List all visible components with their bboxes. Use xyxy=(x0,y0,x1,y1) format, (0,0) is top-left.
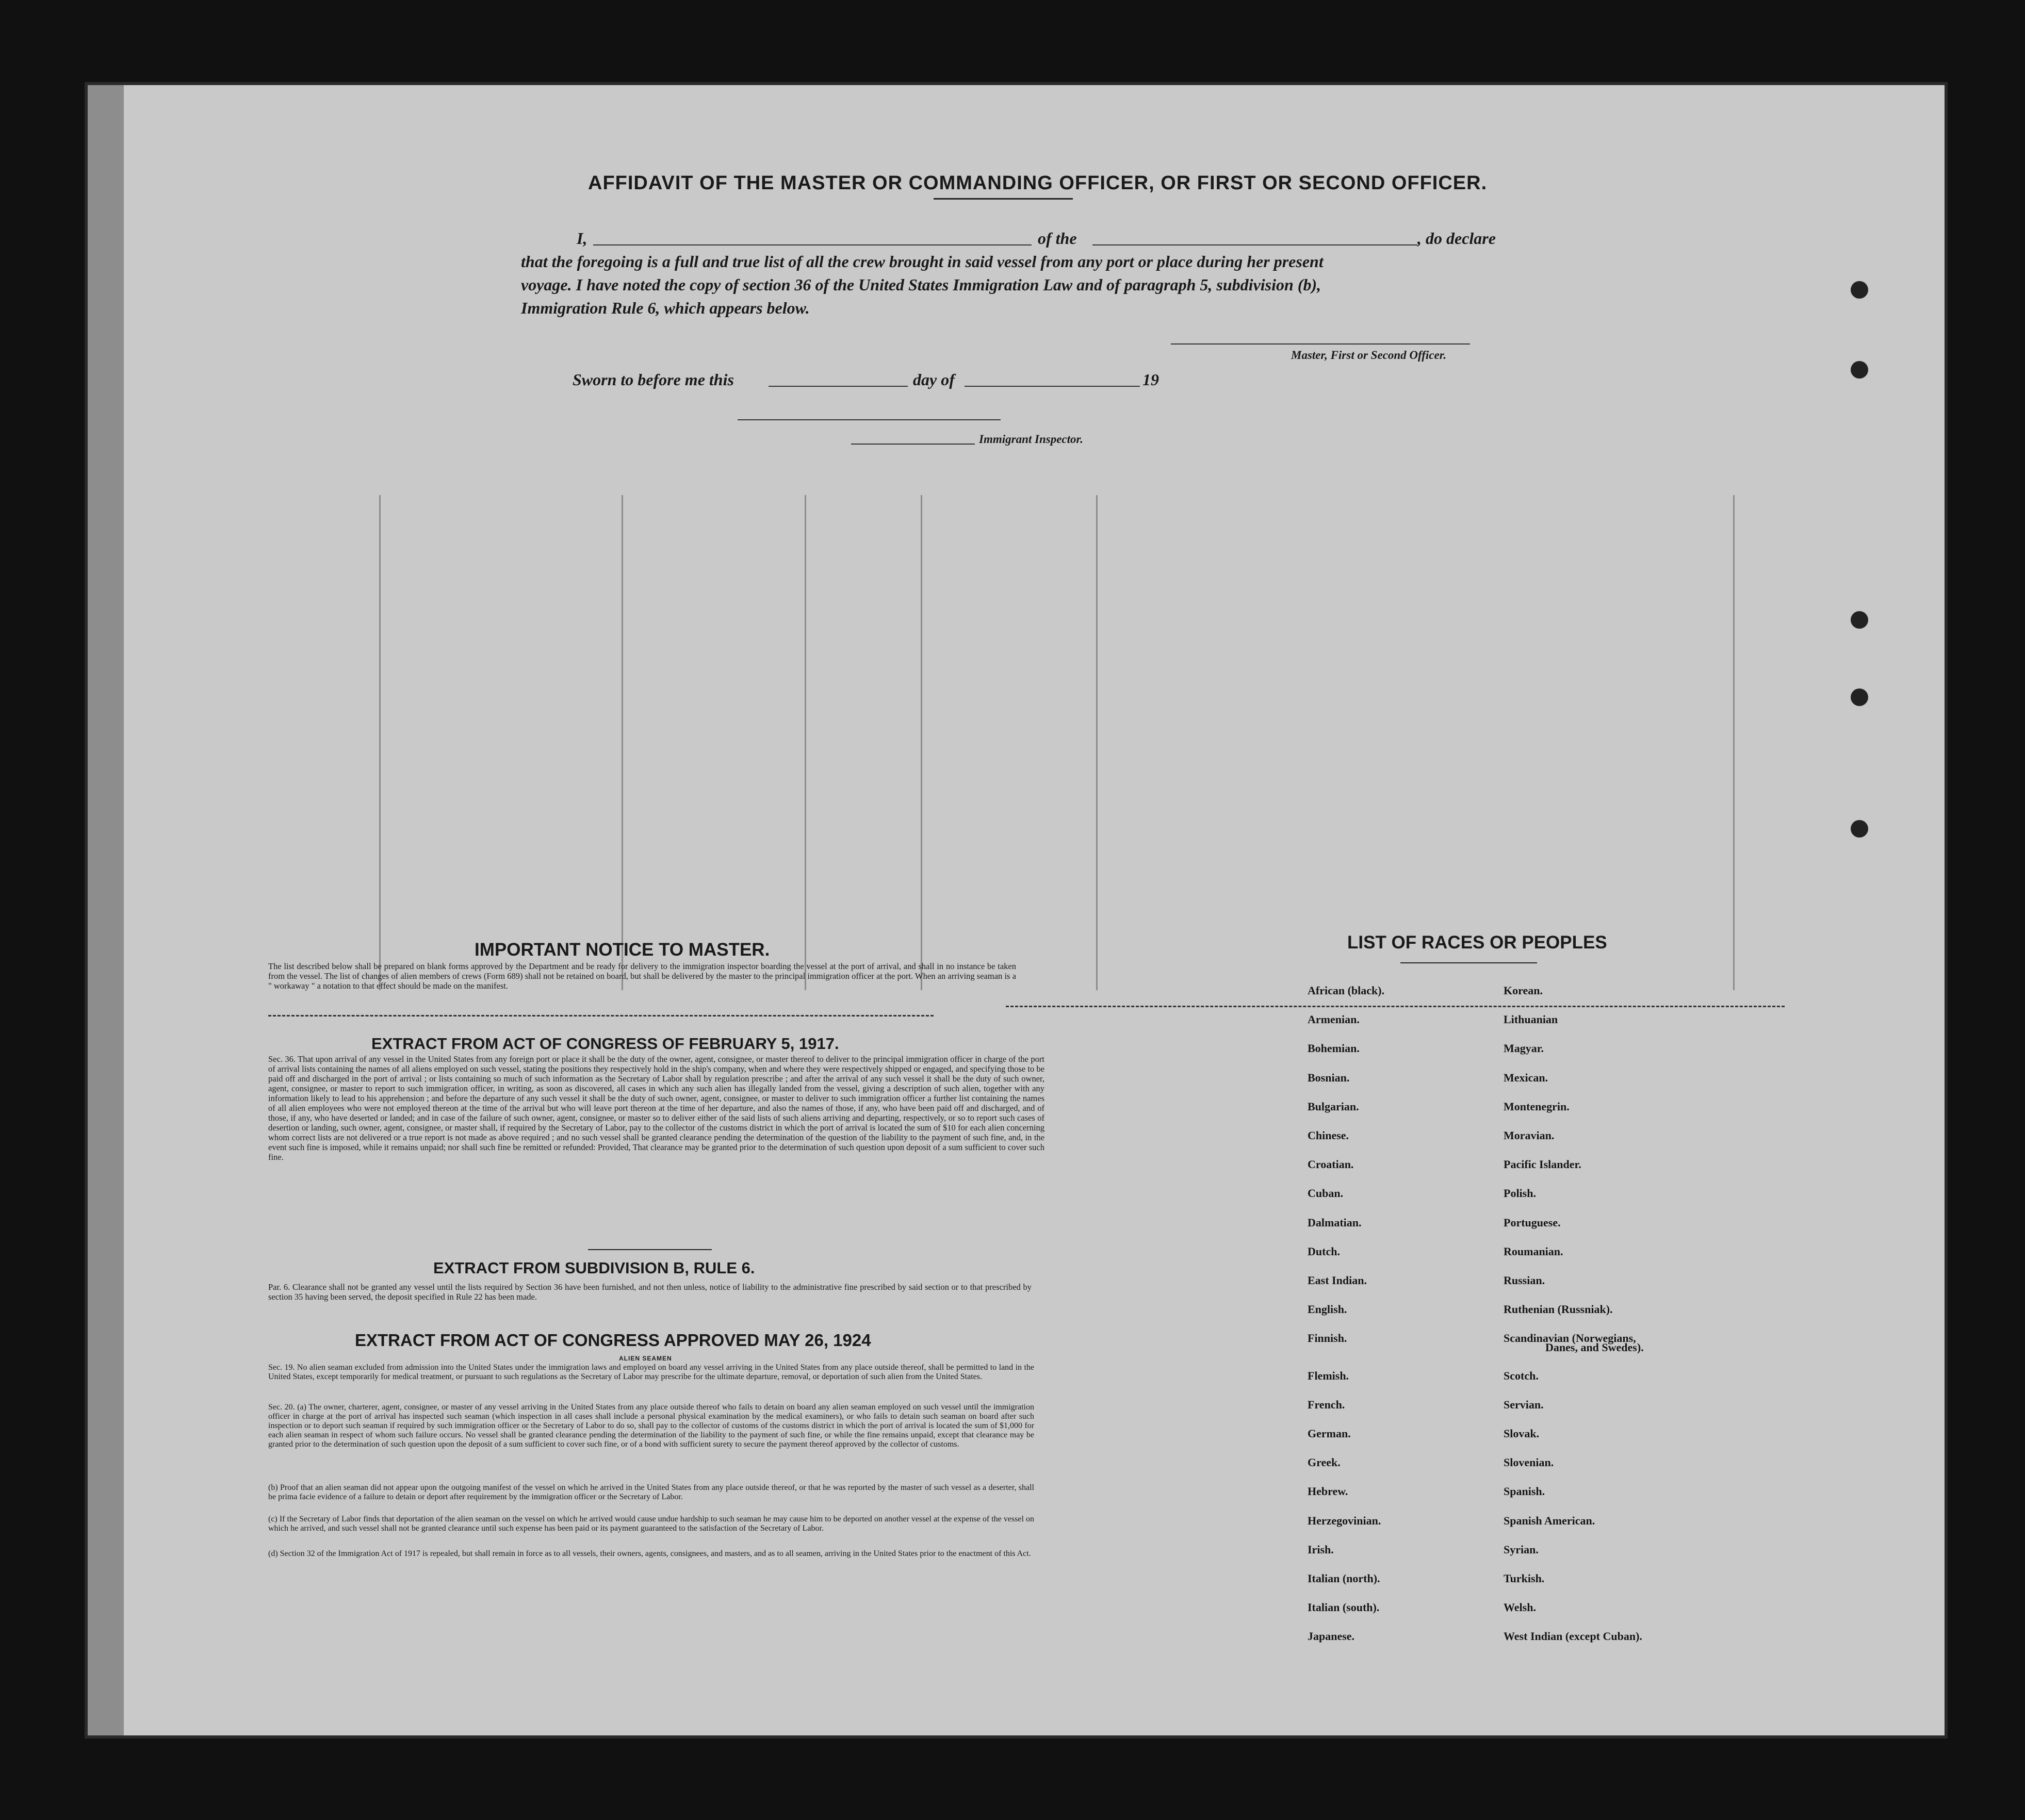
binding-hole xyxy=(1851,820,1868,838)
master-signature-line[interactable] xyxy=(1171,343,1470,345)
sheet-edge-shadow xyxy=(88,85,124,1735)
race-item: Mexican. xyxy=(1504,1071,1548,1084)
race-item: Hebrew. xyxy=(1308,1485,1348,1498)
race-item: Scotch. xyxy=(1504,1369,1539,1382)
notice-title: IMPORTANT NOTICE TO MASTER. xyxy=(475,940,770,960)
inspector-caption: Immigrant Inspector. xyxy=(979,433,1083,446)
race-item: German. xyxy=(1308,1427,1351,1440)
race-item: Italian (south). xyxy=(1308,1601,1380,1614)
race-item: Armenian. xyxy=(1308,1013,1360,1026)
race-item: Spanish American. xyxy=(1504,1514,1595,1527)
race-item: Slovenian. xyxy=(1504,1456,1554,1469)
year-label: 19 xyxy=(1142,370,1159,389)
bleed-through-line xyxy=(1733,495,1735,990)
bleed-through-line xyxy=(622,495,623,990)
race-item: West Indian (except Cuban). xyxy=(1504,1630,1642,1643)
act-1924-para-4: (c) If the Secretary of Labor finds that deportation of the alien seaman on the vessel on which he arrived would cause undue hardship to such seaman he may cause him to be deported on another vessel at the expense of the vessel on which he arrived, and such vessel shall not be granted clearance until such expense has been paid or its payment guaranteed to the satisfaction of the Secretary of Labor. xyxy=(268,1515,1034,1533)
bleed-through-line xyxy=(805,495,806,990)
section-divider xyxy=(1006,1006,1785,1007)
race-item: Slovak. xyxy=(1504,1427,1540,1440)
race-item: Bulgarian. xyxy=(1308,1100,1359,1113)
race-item: Herzegovinian. xyxy=(1308,1514,1381,1527)
race-item: Dutch. xyxy=(1308,1244,1340,1258)
binding-hole xyxy=(1851,688,1868,706)
affidavit-i-label: I, xyxy=(577,229,587,248)
race-item: Pacific Islander. xyxy=(1504,1158,1581,1171)
act-1917-title: EXTRACT FROM ACT OF CONGRESS OF FEBRUARY 5, 1917. xyxy=(371,1035,839,1053)
act-1924-para-1: Sec. 19. No alien seaman excluded from admission into the United States under the immigration laws and employed on board any vessel arriving in the United States from any place outside thereof, shall be permitted to land in the United States, except temporarily for medical treatment, or pursuant to such regulations as the Secretary of Labor may prescribe for the ultimate departure, removal, or deportation of such alien from the United States. xyxy=(268,1363,1034,1381)
sworn-day-blank[interactable] xyxy=(769,386,908,387)
divider xyxy=(1400,962,1537,963)
bleed-through-line xyxy=(379,495,381,990)
name-blank[interactable] xyxy=(593,244,1032,245)
race-item: Bohemian. xyxy=(1308,1042,1360,1055)
race-item: Moravian. xyxy=(1504,1129,1555,1142)
act-1917-body: Sec. 36. That upon arrival of any vessel in the United States from any foreign port or place it shall be the duty of the owner, agent, consignee, or master thereof to deliver to the principal immigration officer in charge of the port of arrival lists containing the names of all aliens employed on such vessel, stating the positions they respectively hold in the ship's company, when and where they were respectively shipped or engaged, and specifying those to be paid off and discharged in the port of arrival ; or lists containing so much of such information as the Secretary of Labor shall by regulation prescribe ; and after the arrival of any such vessel it shall be the duty of such owner, agent, consignee, or master to report to such immigration officer, in writing, as soon as discovered, all cases in which any such alien has illegally landed from the vessel, giving a description of such alien, together with any information likely to lead to his apprehension ; and before the departure of any such vessel it shall be the duty of such owner, agent, consignee, or master to deliver to such immigration officer a further list containing the names of all alien employees who were not employed thereon at the time of the arrival but who will leave port thereon at the time of her departure, and also the names of those, if any, who have been paid off and discharged, and of those, if any, who have deserted or landed; and in case of the failure of such owner, agent, consignee, or master so to deliver either of the said lists of such aliens arriving and departing, respectively, or so to report such cases of desertion or landing, such owner, agent, consignee, or master shall, if required by the Secretary of Labor, pay to the collector of the customs district in which the port of arrival is located the sum of $10 for each alien concerning whom correct lists are not delivered or a true report is not made as above required ; and no such vessel shall be granted clearance pending the determination of the question of the liability to the payment of such fine, and, in the event such fine is imposed, while it remains unpaid; nor shall such fine be remitted or refunded: Provided, That clearance may be granted prior to the determination of such question upon deposit of a sum sufficient to cover such fine. xyxy=(268,1054,1044,1162)
race-item: Magyar. xyxy=(1504,1042,1544,1055)
race-item: Cuban. xyxy=(1308,1187,1344,1200)
inspector-signature-line-2[interactable] xyxy=(851,444,975,445)
affidavit-line2: that the foregoing is a full and true list of all the crew brought in said vessel from any port or place during her present xyxy=(521,252,1324,271)
race-item: Montenegrin. xyxy=(1504,1100,1570,1113)
day-of-label: day of xyxy=(913,370,955,389)
master-signature-caption: Master, First or Second Officer. xyxy=(1291,349,1447,362)
race-item: Irish. xyxy=(1308,1543,1334,1556)
inspector-signature-line[interactable] xyxy=(738,419,1001,420)
race-item: Bosnian. xyxy=(1308,1071,1350,1084)
race-item: Roumanian. xyxy=(1504,1244,1563,1258)
affidavit-of-the-label: of the xyxy=(1038,229,1077,248)
race-item: Servian. xyxy=(1504,1398,1544,1411)
act-1924-subtitle: ALIEN SEAMEN xyxy=(619,1355,672,1362)
sworn-month-blank[interactable] xyxy=(965,386,1140,387)
race-item: East Indian. xyxy=(1308,1274,1367,1287)
race-item: French. xyxy=(1308,1398,1345,1411)
act-1924-para-2: Sec. 20. (a) The owner, charterer, agent, consignee, or master of any vessel arriving in the United States from any place outside thereof who fails to detain on board any alien seaman employed on such vessel until the immigration officer in charge at the port of arrival has inspected such seaman (which inspection in all cases shall include a personal physical examination by the medical examiners), or who fails to detain such seaman on board after such inspection or to deport such seaman if required by such immigration officer or the Secretary of Labor to do so, shall pay to the collector of customs of the customs district in which the port of arrival is located the sum of $1,000 for each alien seaman in respect of whom such failure occurs. No vessel shall be granted clearance pending the determination of the liability to the payment of such fine, or while the fine remains unpaid, except that clearance may be granted prior to the determination of such question upon the deposit of a sum sufficient to cover such fine, or of a bond with sufficient surety to secure the payment thereof approved by the collector of customs. xyxy=(268,1403,1034,1449)
sworn-label: Sworn to before me this xyxy=(573,370,734,389)
race-item: Ruthenian (Russniak). xyxy=(1504,1303,1613,1316)
races-title: LIST OF RACES OR PEOPLES xyxy=(1347,932,1607,953)
race-item: English. xyxy=(1308,1303,1347,1316)
bleed-through-line xyxy=(921,495,922,990)
race-item: Dalmatian. xyxy=(1308,1216,1362,1229)
race-item: African (black). xyxy=(1308,984,1385,997)
race-item: Greek. xyxy=(1308,1456,1341,1469)
race-item: Croatian. xyxy=(1308,1158,1354,1171)
affidavit-title: AFFIDAVIT OF THE MASTER OR COMMANDING OFFICER, OR FIRST OR SECOND OFFICER. xyxy=(588,172,1488,194)
race-item: Russian. xyxy=(1504,1274,1545,1287)
race-item: Syrian. xyxy=(1504,1543,1539,1556)
race-item: Chinese. xyxy=(1308,1129,1349,1142)
notice-body: The list described below shall be prepared on blank forms approved by the Department and be ready for delivery to the immigration inspector boarding the vessel at the port of arrival, and shall in no instance be taken from the vessel. The list of changes of alien members of crews (Form 689) shall not be retained on board, but shall be delivered by the master to the principal immigration officer at the port. When an arriving seaman is a " workaway " a notation to that effect should be made on the manifest. xyxy=(268,961,1016,991)
bleed-through-line xyxy=(1096,495,1098,990)
binding-hole xyxy=(1851,611,1868,629)
divider xyxy=(588,1249,712,1250)
race-item: Portuguese. xyxy=(1504,1216,1561,1229)
vessel-blank[interactable] xyxy=(1092,244,1417,245)
race-item: Japanese. xyxy=(1308,1630,1355,1643)
act-1924-title: EXTRACT FROM ACT OF CONGRESS APPROVED MAY 26, 1924 xyxy=(355,1331,871,1350)
race-item: Scandinavian (Norwegians, xyxy=(1504,1332,1636,1345)
race-item: Italian (north). xyxy=(1308,1572,1380,1585)
divider xyxy=(934,198,1073,200)
rule-6-title: EXTRACT FROM SUBDIVISION B, RULE 6. xyxy=(433,1259,755,1277)
binding-hole xyxy=(1851,281,1868,299)
race-item: Turkish. xyxy=(1504,1572,1545,1585)
race-item: Polish. xyxy=(1504,1187,1536,1200)
affidavit-line4: Immigration Rule 6, which appears below. xyxy=(521,299,810,317)
race-item: Welsh. xyxy=(1504,1601,1536,1614)
affidavit-declare-label: , do declare xyxy=(1417,229,1496,248)
binding-hole xyxy=(1851,361,1868,379)
section-divider xyxy=(268,1015,934,1016)
race-item: Spanish. xyxy=(1504,1485,1545,1498)
race-item: Korean. xyxy=(1504,984,1543,997)
race-item: Lithuanian xyxy=(1504,1013,1558,1026)
rule-6-body: Par. 6. Clearance shall not be granted any vessel until the lists required by Section 36 have been furnished, and not then unless, notice of liability to the administrative fine prescribed by said section or to that prescribed by section 35 having been served, the deposit specified in Rule 22 has been made. xyxy=(268,1282,1032,1302)
race-item: Finnish. xyxy=(1308,1332,1347,1345)
race-item-continuation: Danes, and Swedes). xyxy=(1545,1341,1644,1354)
act-1924-para-3: (b) Proof that an alien seaman did not appear upon the outgoing manifest of the vessel on which he arrived in the United States from any place outside thereof, or that he was reported by the master of such vessel as a deserter, shall be prima facie evidence of a failure to detain or deport after requirement by the immigration officer or the Secretary of Labor. xyxy=(268,1483,1034,1501)
act-1924-para-5: (d) Section 32 of the Immigration Act of 1917 is repealed, but shall remain in force as to all vessels, their owners, agents, consignees, and masters, and as to all seamen, arriving in the United States prior to the enactment of this Act. xyxy=(268,1549,1031,1558)
affidavit-line3: voyage. I have noted the copy of section 36 of the United States Immigration Law and of paragraph 5, subdivision (b), xyxy=(521,275,1321,294)
race-item: Flemish. xyxy=(1308,1369,1349,1382)
